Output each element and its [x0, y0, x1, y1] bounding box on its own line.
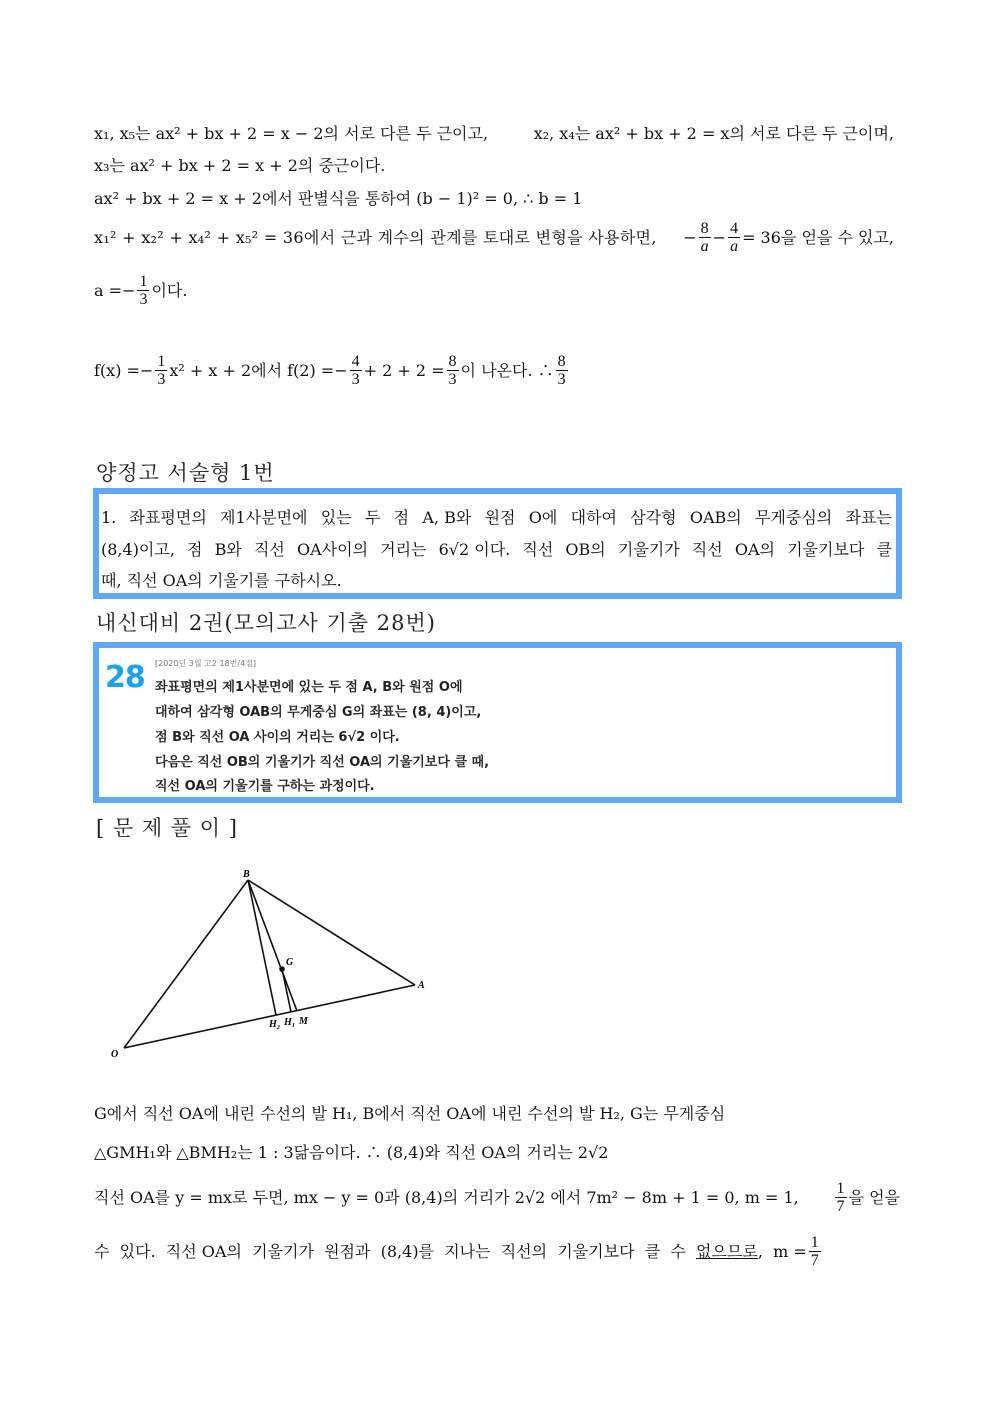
denominator: 3 — [448, 371, 457, 388]
word: A, B와 — [422, 508, 472, 527]
fraction-answer-1-over-7 — [809, 1234, 821, 1269]
solution3-line-4 — [94, 1234, 823, 1269]
problem2-line-3: 점 B와 직선 OA 사이의 거리는 6√2 이다. — [155, 730, 400, 745]
word: (8,4)이고, — [101, 540, 175, 559]
solution-line-3: ax² + bx + 2 = x + 2에서 판별식을 통하여 (b − 1)² = 0, ∴ b = 1 — [94, 189, 583, 208]
solution-line-1a: x₁, x₅는 ax² + bx + 2 = x − 2의 서로 다른 두 근이고, — [94, 124, 489, 143]
word: 좌표평면의 — [129, 508, 207, 527]
solution3-line-1: G에서 직선 OA에 내린 수선의 발 H₁, B에서 직선 OA에 내린 수선의 발 H₂, G는 무게중심 — [94, 1104, 726, 1123]
word: 1. — [101, 508, 117, 527]
segment-OB — [124, 880, 248, 1048]
numerator: 1 — [836, 1180, 845, 1197]
numerator: 8 — [448, 353, 457, 370]
word: 직선 — [691, 540, 723, 559]
expression-text: 이 나온다. ∴ — [460, 360, 554, 380]
numerator: 1 — [810, 1234, 819, 1251]
denominator: a — [730, 238, 739, 255]
label-G: G — [286, 957, 294, 968]
solution-line-5-after: 이다. — [151, 280, 188, 300]
solution3-line-4-text: 수 있다. 직선 OA의 기울기가 원점과 (8,4)를 지나는 직선의 기울기보다 클 수 — [94, 1241, 696, 1261]
word: 있는 — [320, 508, 352, 527]
f-x-equals: f(x) =− — [94, 360, 154, 380]
numerator: 4 — [730, 220, 739, 237]
problem2-line-5: 직선 OA의 기울기를 구하는 과정이다. — [155, 779, 375, 794]
numerator: 4 — [351, 353, 360, 370]
word: 거리는 — [380, 540, 427, 559]
label-O: O — [111, 1049, 119, 1060]
underlined-word: 없으므로 — [695, 1241, 758, 1261]
word: 좌표는 — [845, 508, 892, 527]
section-heading-solution: [ 문 제 풀 이 ] — [96, 816, 238, 840]
word: 두 — [364, 508, 381, 527]
word: 때, 직선 OA의 기울기를 구하시오. — [101, 571, 342, 590]
problem-number-badge: 28 — [105, 660, 145, 695]
segment-OA — [124, 985, 415, 1048]
segment-BM — [248, 880, 297, 1011]
word: 기울기가 — [617, 540, 680, 559]
denominator: 3 — [139, 291, 148, 308]
solution3-line-2: △GMH₁와 △BMH₂는 1 : 3닮음이다. ∴ (8,4)와 직선 OA의 거리는 2√2 — [94, 1143, 609, 1162]
label-A: A — [418, 980, 425, 991]
section-heading-yangjeong: 양정고 서술형 1번 — [96, 461, 275, 485]
word: 제1사분면에 — [220, 508, 308, 527]
word: OB의 — [565, 540, 606, 559]
denominator: 7 — [810, 1252, 819, 1269]
word: B와 — [214, 540, 242, 559]
word: 점 — [393, 508, 410, 527]
numerator: 8 — [557, 353, 566, 370]
word: 기울기보다 — [787, 540, 865, 559]
segment-BH2 — [248, 880, 276, 1015]
word: 대하여 — [570, 508, 617, 527]
solution-line-4-text: x₁² + x₂² + x₄² + x₅² = 36에서 근과 계수의 관계를 토대로 변형을 사용하면, — [94, 227, 657, 247]
minus-sign: − — [683, 227, 697, 247]
denominator: 3 — [557, 371, 566, 388]
section-heading-naesin: 내신대비 2권(모의고사 기출 28번) — [96, 611, 436, 635]
solution3-line-3-after: 을 얻을 — [848, 1187, 900, 1207]
label-H1: H₁ — [284, 1017, 296, 1028]
fraction-1-over-7 — [835, 1180, 847, 1215]
problem-source: [2020년 3월 고2 18번/4점] — [155, 659, 257, 668]
label-B: B — [243, 869, 250, 880]
word: 6√2 이다. — [438, 540, 511, 559]
denominator: a — [700, 238, 709, 255]
word: 삼각형 — [630, 508, 677, 527]
expression-text: x² + x + 2에서 f(2) =− — [169, 360, 348, 380]
word: 원점 — [484, 508, 516, 527]
solution3-line-3 — [94, 1180, 900, 1215]
problem2-line-1: 좌표평면의 제1사분면에 있는 두 점 A, B와 원점 O에 — [155, 680, 463, 695]
solution-line-4-after: = 36을 얻을 수 있고, — [742, 227, 894, 247]
word: O에 — [528, 508, 558, 527]
word: OA사이의 — [296, 540, 369, 559]
solution-line-1b: x₂, x₄는 ax² + bx + 2 = x의 서로 다른 두 근이며, — [533, 124, 894, 143]
label-H2: H₂ — [269, 1019, 281, 1030]
word: 무게중심의 — [754, 508, 833, 527]
m-equals: , m = — [757, 1241, 807, 1261]
problem2-line-2: 대하여 삼각형 OAB의 무게중심 G의 좌표는 (8, 4)이고, — [155, 705, 482, 720]
point-G — [279, 966, 285, 972]
segment-BA — [248, 880, 415, 985]
word: 직선 — [253, 540, 285, 559]
word: 점 — [187, 540, 203, 559]
solution3-line-3-text: 직선 OA를 y = mx로 두면, mx − y = 0과 (8,4)의 거리가 2√2 에서 7m² − 8m + 1 = 0, m = 1, — [94, 1187, 799, 1207]
denominator: 3 — [351, 371, 360, 388]
word: 클 — [876, 540, 892, 559]
denominator: 7 — [836, 1198, 845, 1215]
expression-text: + 2 + 2 = — [363, 360, 445, 380]
word: OAB의 — [689, 508, 742, 527]
label-M: M — [299, 1016, 308, 1027]
problem2-line-4: 다음은 직선 OB의 기울기가 직선 OA의 기울기보다 클 때, — [155, 755, 490, 770]
solution-line-2: x₃는 ax² + bx + 2 = x + 2의 중근이다. — [94, 156, 386, 175]
numerator: 1 — [139, 273, 148, 290]
denominator: 3 — [157, 371, 166, 388]
word: OA의 — [734, 540, 775, 559]
minus-sign: − — [712, 227, 727, 247]
numerator: 1 — [157, 353, 166, 370]
numerator: 8 — [700, 220, 709, 237]
a-equals: a =− — [94, 280, 136, 300]
word: 직선 — [522, 540, 554, 559]
